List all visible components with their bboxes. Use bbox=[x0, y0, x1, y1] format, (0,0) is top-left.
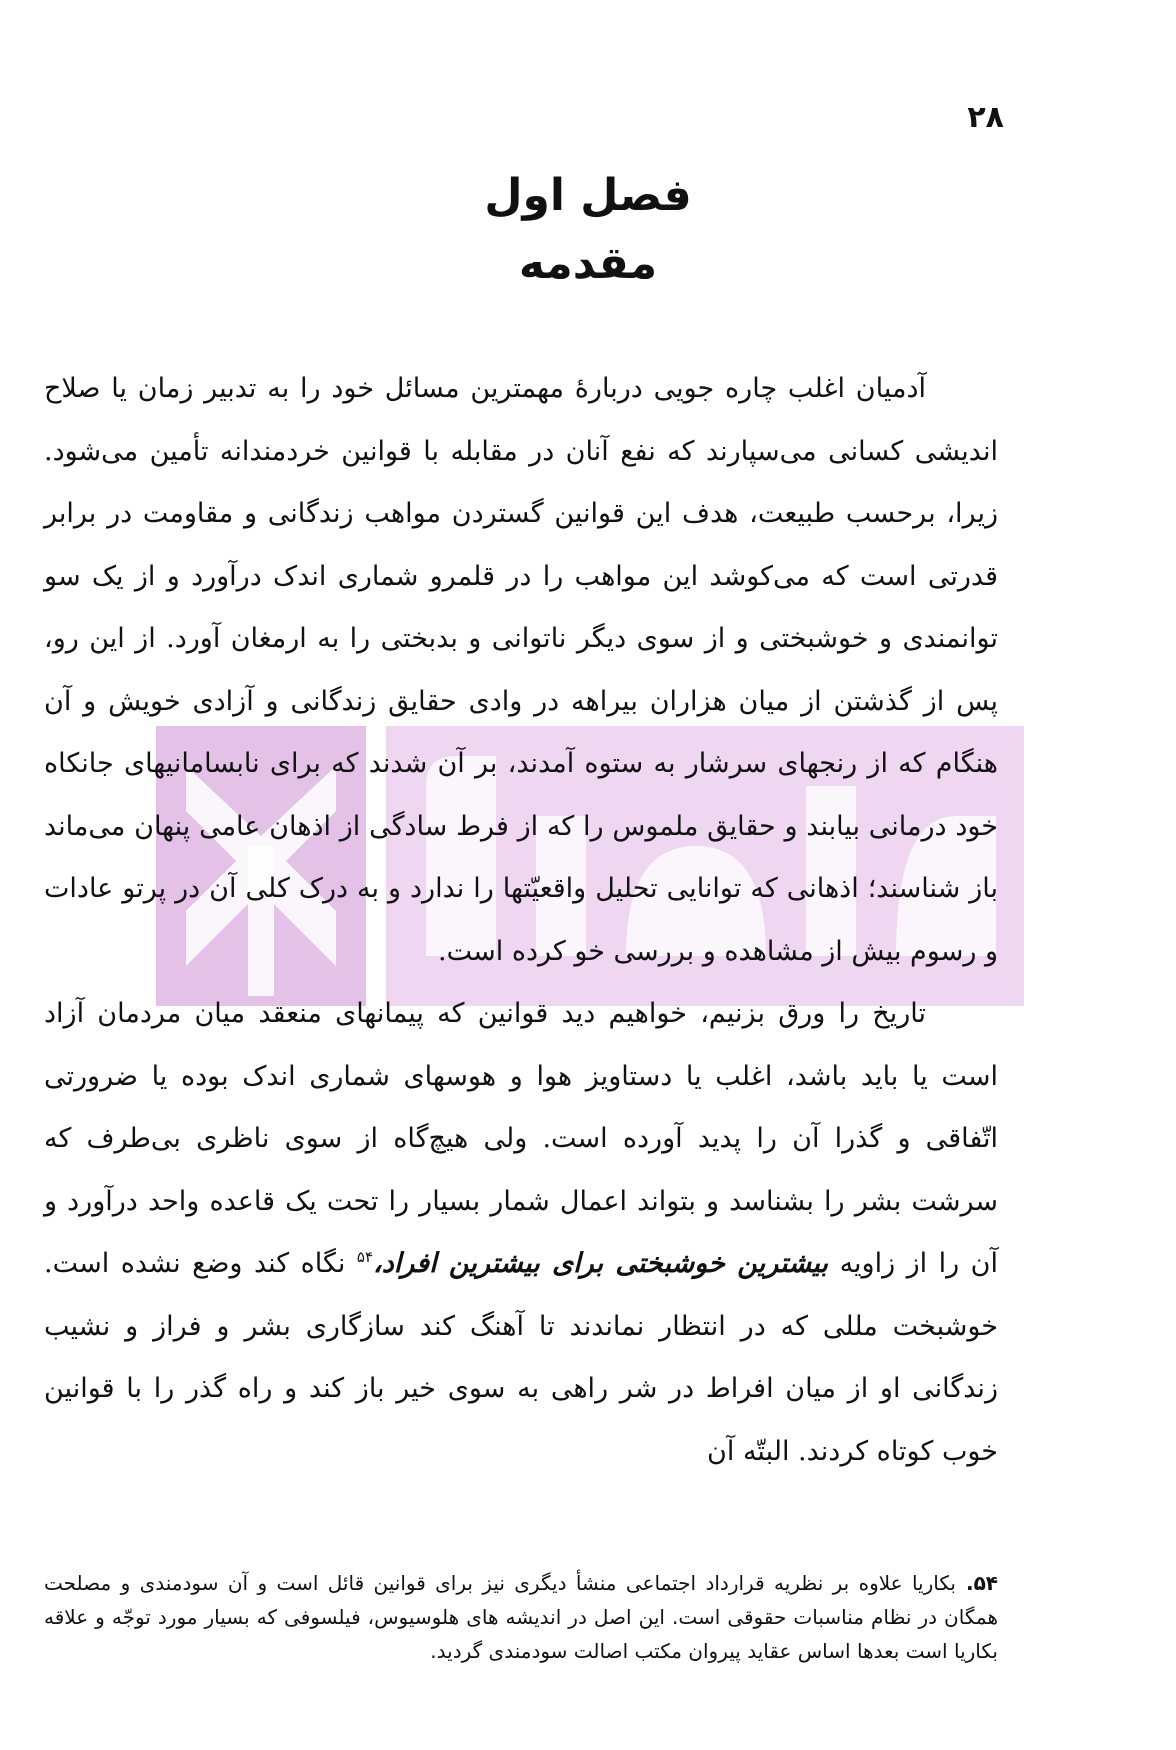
footnote bbox=[44, 1566, 998, 1668]
chapter-label: فصل اول bbox=[484, 170, 692, 221]
body-text bbox=[44, 358, 998, 1483]
emphasized-phrase: بیشترین خوشبختی برای بیشترین افراد، bbox=[373, 1248, 829, 1279]
page-number: ۲۸ bbox=[967, 100, 1004, 135]
footnote-reference[interactable]: ۵۴ bbox=[356, 1248, 374, 1266]
chapter-heading bbox=[0, 162, 1176, 298]
paragraph-1: آدمیان اغلب چاره جویی دربارهٔ مهمترین مسائل خود را به تدبیر زمان یا صلاح اندیشی کسانی می‌سپارند که نفع آنان در مقابله با قوانین خردمندانه تأمین می‌شود. زیرا، برحسب طبیعت، هدف این قوانین گستردن مواهب زندگانی و مقاومت در برابر قدرتی است که می‌کوشد این مواهب را در قلمرو شماری اندک درآورد و از یک سو توانمندی و خوشبختی و از سوی دیگر ناتوانی و بدبختی را به ارمغان آورد. از این رو، پس از گذشتن از میان هزاران بیراهه در وادی حقایق زندگانی و آزادی خویش و آن هنگام که از رنجهای سرشار به ستوه آمدند، بر آن شدند که برای نابسامانیهای جانکاه خود درمانی بیابند و حقایق ملموس را که از فرط سادگی از اذهان عامی پنهان می‌ماند باز شناسند؛ اذهانی که توانایی تحلیل واقعیّتها را ندارد و به درک کلی آن در پرتو عادات و رسوم بیش از مشاهده و بررسی خو کرده است. bbox=[44, 373, 998, 967]
paragraph-2-text-b: نگاه کند وضع نشده است. خوشبخت مللی که در انتظار نماندند تا آهنگ کند سازگاری بشر و فراز و نشیب زندگانی او از میان افراط در شر راهی به سوی خیر باز کند و راه گذر را با قوانین خوب کوتاه کردند. البتّه آن bbox=[44, 1248, 998, 1467]
chapter-title: مقدمه bbox=[518, 238, 658, 289]
footnote-number: ۵۴. bbox=[965, 1571, 998, 1595]
paragraph-2 bbox=[44, 983, 998, 1483]
paragraph-2-text-a: تاریخ را ورق بزنیم، خواهیم دید قوانین که پیمانهای منعقد میان مردمان آزاد است یا باید باشد، اغلب یا دستاویز هوا و هوسهای شماری اندک بوده یا ضرورتی اتّفاقی و گذرا آن را پدید آورده است. ولی هیچ‌گاه از سوی ناظری بی‌طرف که سرشت بشر را بشناسد و بتواند اعمال شمار بسیار را تحت یک قاعده واحد درآورد و آن را از زاویه bbox=[44, 998, 999, 1279]
footnote-text: بکاریا علاوه بر نظریه قرارداد اجتماعی منشأ دیگری نیز برای قوانین قائل است و آن سودمندی و مصلحت همگان در نظام مناسبات حقوقی است. این اصل در اندیشه های هلوسیوس، فیلسوفی که بسیار مورد توجّه و علاقه بکاریا است بعدها اساس عقاید پیروان مکتب اصالت سودمندی گردید. bbox=[44, 1571, 998, 1663]
